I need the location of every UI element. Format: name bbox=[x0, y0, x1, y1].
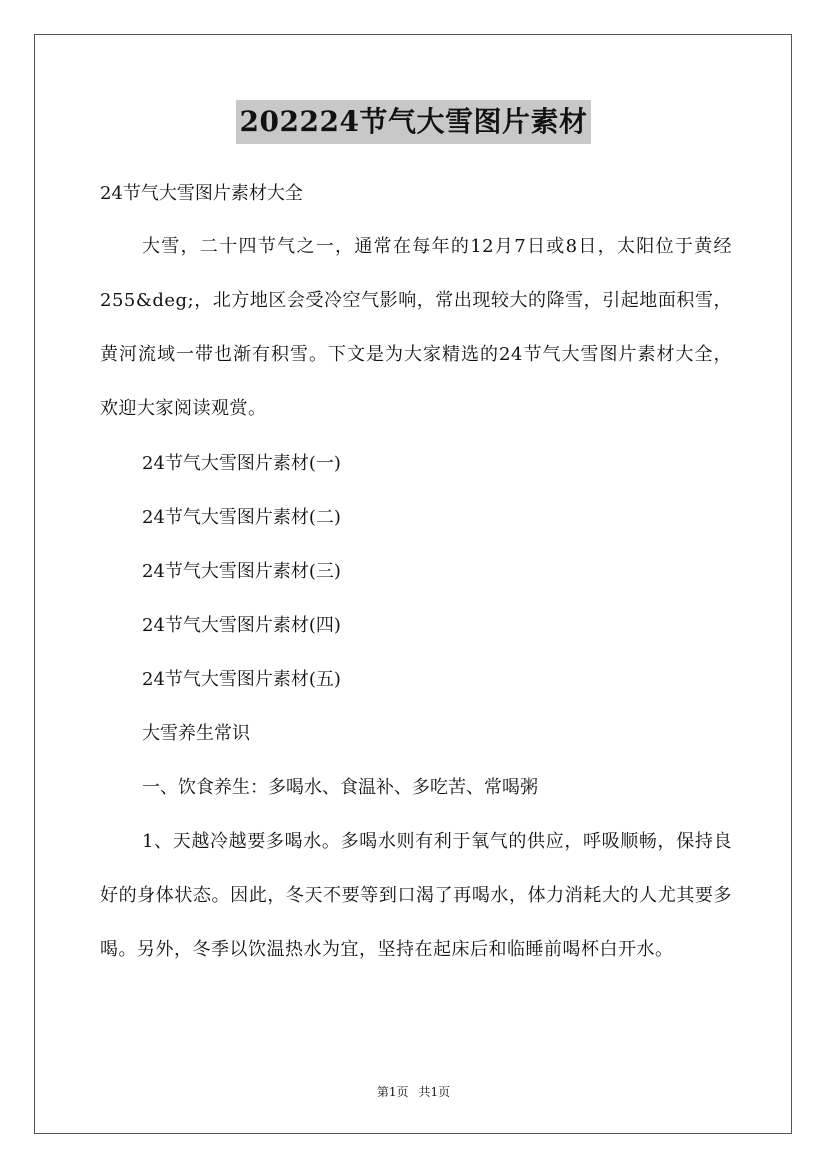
list-item: 24节气大雪图片素材(二) bbox=[142, 507, 341, 528]
page-number: 第1页 bbox=[376, 1085, 409, 1099]
page-total: 共1页 bbox=[418, 1085, 451, 1099]
section-subheading: 一、饮食养生：多喝水、食温补、多吃苦、常喝粥 bbox=[142, 777, 538, 798]
list-item: 24节气大雪图片素材(三) bbox=[142, 561, 341, 582]
list-item: 24节气大雪图片素材(一) bbox=[142, 453, 341, 474]
body-paragraph: 1、天越冷越要多喝水。多喝水则有利于氧气的供应，呼吸顺畅，保持良好的身体状态。因此，冬天不要等到口渴了再喝水，体力消耗大的人尤其要多喝。另外，冬季以饮温热水为宜，坚持在起床后和临睡前喝杯白开水。 bbox=[100, 831, 732, 960]
document-title: 202224节气大雪图片素材 bbox=[236, 100, 592, 144]
list-item: 24节气大雪图片素材(四) bbox=[142, 615, 341, 636]
intro-paragraph: 大雪，二十四节气之一，通常在每年的12月7日或8日，太阳位于黄经255&deg;，北方地区会受冷空气影响，常出现较大的降雪，引起地面积雪，黄河流域一带也渐有积雪。下文是为大家精选的24节气大雪图片素材大全，欢迎大家阅读观赏。 bbox=[100, 236, 732, 419]
section-heading: 大雪养生常识 bbox=[142, 723, 250, 744]
title-container bbox=[0, 100, 827, 144]
document-subtitle: 24节气大雪图片素材大全 bbox=[100, 183, 303, 204]
page-footer bbox=[0, 1083, 827, 1101]
list-item: 24节气大雪图片素材(五) bbox=[142, 669, 341, 690]
